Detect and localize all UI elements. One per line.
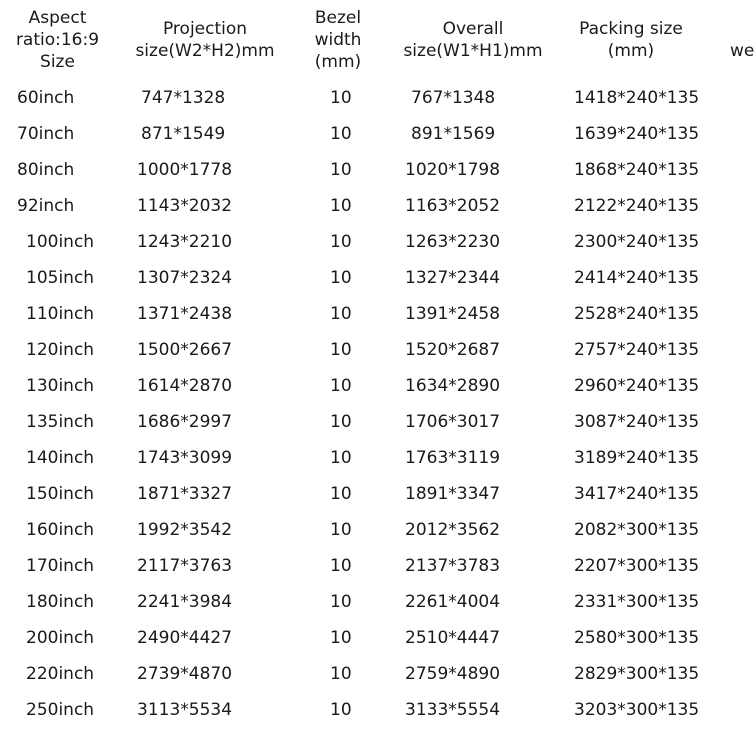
cell-size: 130inch (26, 376, 95, 396)
cell-projection-size: 1143*2032 (137, 196, 233, 216)
cell-projection-size: 1686*2997 (137, 412, 233, 432)
cell-overall-size: 2137*3783 (405, 556, 501, 576)
cell-size: 92inch (17, 196, 75, 216)
cell-overall-size: 1763*3119 (405, 448, 501, 468)
cell-packing-size: 2300*240*135 (574, 232, 700, 252)
cell-projection-size: 2490*4427 (137, 628, 233, 648)
cell-size: 120inch (26, 340, 95, 360)
cell-bezel-width: 10 (330, 592, 352, 612)
cell-projection-size: 1614*2870 (137, 376, 233, 396)
cell-size: 180inch (26, 592, 95, 612)
cell-projection-size: 1743*3099 (137, 448, 233, 468)
cell-projection-size: 2117*3763 (137, 556, 233, 576)
cell-size: 150inch (26, 484, 95, 504)
header-line: Aspect (28, 8, 87, 28)
cell-packing-size: 2829*300*135 (574, 664, 700, 684)
cell-overall-size: 1263*2230 (405, 232, 501, 252)
cell-bezel-width: 10 (330, 304, 352, 324)
cell-size: 200inch (26, 628, 95, 648)
header-line: size(W1*H1)mm (403, 41, 543, 61)
cell-bezel-width: 10 (330, 376, 352, 396)
cell-overall-size: 1020*1798 (405, 160, 501, 180)
cell-projection-size: 747*1328 (141, 88, 226, 108)
cell-overall-size: 2012*3562 (405, 520, 501, 540)
header-projection-size (130, 18, 280, 62)
cell-packing-size: 3203*300*135 (574, 700, 700, 720)
cell-projection-size: 1371*2438 (137, 304, 233, 324)
cell-bezel-width: 10 (330, 448, 352, 468)
cell-bezel-width: 10 (330, 340, 352, 360)
cell-projection-size: 1243*2210 (137, 232, 233, 252)
cell-bezel-width: 10 (330, 412, 352, 432)
cell-size: 60inch (17, 88, 75, 108)
cell-overall-size: 1327*2344 (405, 268, 501, 288)
cell-overall-size: 1634*2890 (405, 376, 501, 396)
cell-bezel-width: 10 (330, 484, 352, 504)
header-line: Size (40, 52, 75, 72)
header-line: (mm) (607, 41, 655, 61)
cell-bezel-width: 10 (330, 232, 352, 252)
cell-projection-size: 2241*3984 (137, 592, 233, 612)
cell-overall-size: 1706*3017 (405, 412, 501, 432)
cell-projection-size: 1871*3327 (137, 484, 233, 504)
header-line: we (730, 41, 754, 61)
cell-size: 170inch (26, 556, 95, 576)
cell-overall-size: 2759*4890 (405, 664, 501, 684)
cell-overall-size: 767*1348 (411, 88, 496, 108)
header-line: (mm) (314, 52, 362, 72)
cell-packing-size: 1868*240*135 (574, 160, 700, 180)
header-line: Packing size (579, 19, 683, 39)
cell-bezel-width: 10 (330, 160, 352, 180)
cell-size: 110inch (26, 304, 95, 324)
cell-projection-size: 871*1549 (141, 124, 226, 144)
cell-overall-size: 3133*5554 (405, 700, 501, 720)
cell-packing-size: 2207*300*135 (574, 556, 700, 576)
cell-packing-size: 1418*240*135 (574, 88, 700, 108)
cell-overall-size: 1163*2052 (405, 196, 501, 216)
cell-packing-size: 2960*240*135 (574, 376, 700, 396)
cell-packing-size: 3189*240*135 (574, 448, 700, 468)
cell-projection-size: 1307*2324 (137, 268, 233, 288)
cell-size: 220inch (26, 664, 95, 684)
cell-overall-size: 2261*4004 (405, 592, 501, 612)
cell-packing-size: 3417*240*135 (574, 484, 700, 504)
cell-bezel-width: 10 (330, 520, 352, 540)
cell-packing-size: 2414*240*135 (574, 268, 700, 288)
cell-bezel-width: 10 (330, 268, 352, 288)
cell-projection-size: 1992*3542 (137, 520, 233, 540)
cell-projection-size: 1500*2667 (137, 340, 233, 360)
header-line: Bezel (314, 8, 362, 28)
cell-bezel-width: 10 (330, 124, 352, 144)
cell-bezel-width: 10 (330, 700, 352, 720)
cell-overall-size: 1391*2458 (405, 304, 501, 324)
cell-packing-size: 3087*240*135 (574, 412, 700, 432)
cell-projection-size: 3113*5534 (137, 700, 233, 720)
cell-size: 80inch (17, 160, 75, 180)
cell-size: 70inch (17, 124, 75, 144)
header-line: Overall (442, 19, 504, 39)
cell-overall-size: 2510*4447 (405, 628, 501, 648)
cell-size: 250inch (26, 700, 95, 720)
cell-packing-size: 2122*240*135 (574, 196, 700, 216)
cell-projection-size: 2739*4870 (137, 664, 233, 684)
cell-packing-size: 2082*300*135 (574, 520, 700, 540)
header-packing-size (570, 18, 692, 62)
cell-packing-size: 1639*240*135 (574, 124, 700, 144)
cell-overall-size: 1891*3347 (405, 484, 501, 504)
cell-size: 160inch (26, 520, 95, 540)
cell-size: 100inch (26, 232, 95, 252)
header-size (0, 7, 115, 73)
cell-bezel-width: 10 (330, 88, 352, 108)
cell-bezel-width: 10 (330, 196, 352, 216)
cell-packing-size: 2580*300*135 (574, 628, 700, 648)
cell-size: 105inch (26, 268, 95, 288)
header-overall-size (398, 18, 548, 62)
cell-size: 135inch (26, 412, 95, 432)
header-weight (730, 40, 754, 62)
cell-size: 140inch (26, 448, 95, 468)
cell-bezel-width: 10 (330, 628, 352, 648)
header-line: ratio:16:9 (15, 30, 100, 50)
header-bezel-width (305, 7, 371, 73)
header-line: width (314, 30, 362, 50)
cell-overall-size: 1520*2687 (405, 340, 501, 360)
cell-projection-size: 1000*1778 (137, 160, 233, 180)
cell-packing-size: 2528*240*135 (574, 304, 700, 324)
cell-bezel-width: 10 (330, 556, 352, 576)
cell-bezel-width: 10 (330, 664, 352, 684)
cell-overall-size: 891*1569 (411, 124, 496, 144)
header-line: Projection (162, 19, 248, 39)
header-line: size(W2*H2)mm (135, 41, 275, 61)
cell-packing-size: 2757*240*135 (574, 340, 700, 360)
cell-packing-size: 2331*300*135 (574, 592, 700, 612)
